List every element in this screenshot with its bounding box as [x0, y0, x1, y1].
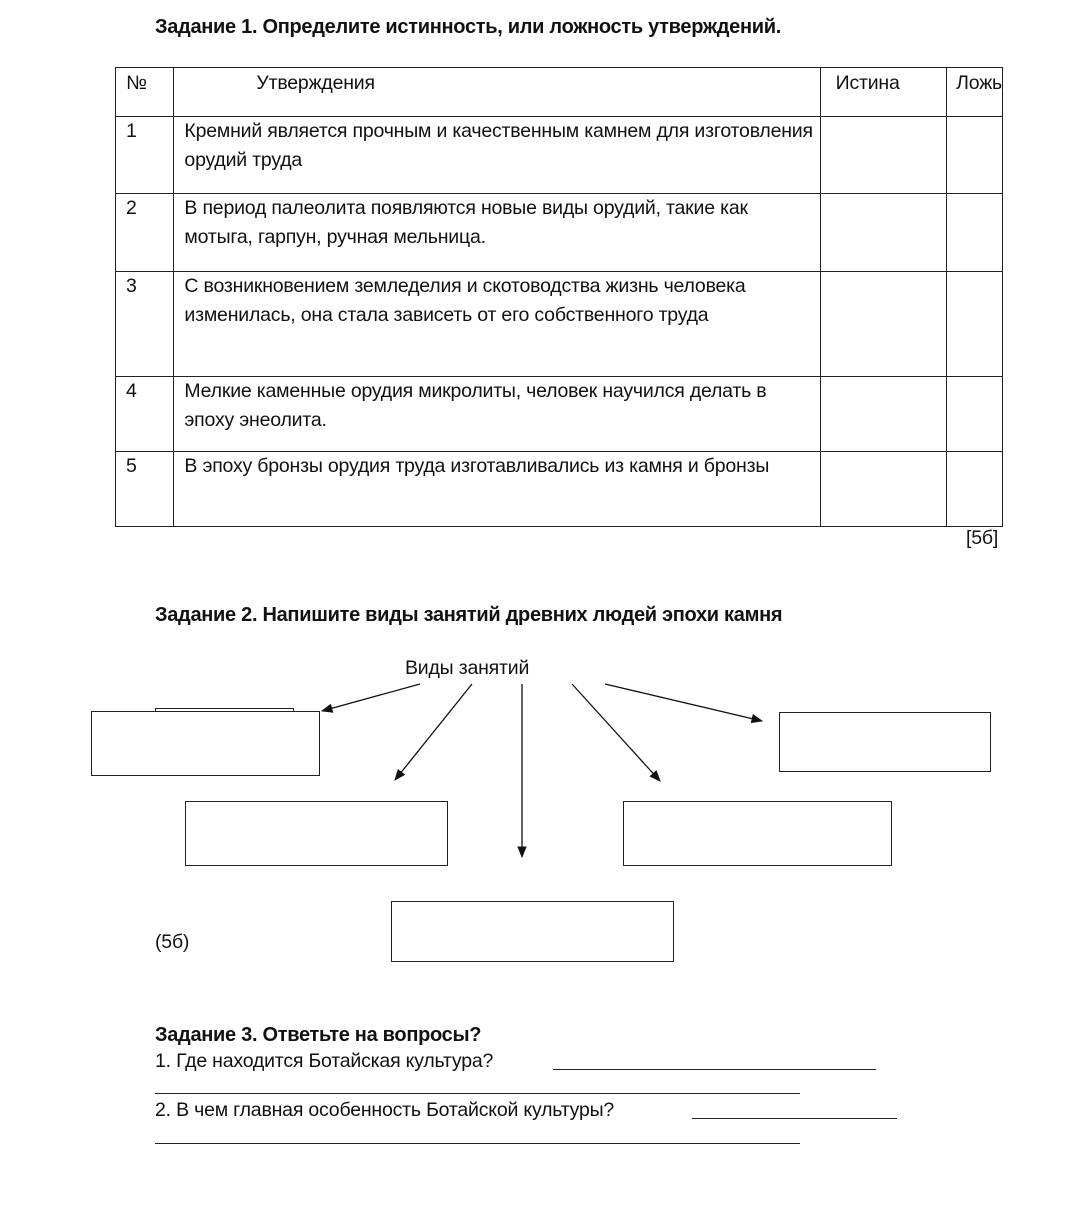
answer-box-5[interactable]	[391, 901, 674, 962]
answer-box-2[interactable]	[185, 801, 448, 866]
arrow-1	[322, 684, 420, 711]
header-num: №	[116, 68, 174, 117]
task1-score: [5б]	[966, 527, 999, 549]
answer-line-1[interactable]	[553, 1069, 876, 1070]
task2-title: Задание 2. Напишите виды занятий древних людей эпохи камня	[155, 604, 783, 626]
row-statement: В период палеолита появляются новые виды орудий, такие как мотыга, гарпун, ручная мельница.	[174, 194, 820, 272]
answer-box-1[interactable]	[91, 711, 320, 776]
answer-box-4[interactable]	[779, 712, 991, 772]
row-num: 3	[116, 272, 174, 377]
row-num: 5	[116, 452, 174, 527]
row-statement: В эпоху бронзы орудия труда изготавливались из камня и бронзы	[174, 452, 820, 527]
arrow-5	[605, 684, 762, 721]
header-statement: Утверждения	[174, 68, 820, 117]
task1-title: Задание 1. Определите истинность, или ложность утверждений.	[155, 16, 782, 38]
row-statement: Кремний является прочным и качественным камнем для изготовления орудий труда	[174, 117, 820, 194]
question-2: 2. В чем главная особенность Ботайской культуры?	[155, 1099, 615, 1121]
task2-score: (5б)	[155, 931, 190, 953]
answer-line-2[interactable]	[692, 1118, 897, 1119]
question-1: 1. Где находится Ботайская культура?	[155, 1050, 494, 1072]
row-num: 1	[116, 117, 174, 194]
header-false: Ложь	[947, 68, 1003, 117]
row-statement: Мелкие каменные орудия микролиты, человек научился делать в эпоху энеолита.	[174, 377, 820, 452]
diagram-center-label: Виды занятий	[405, 657, 530, 679]
row-num: 4	[116, 377, 174, 452]
answer-line-1b[interactable]	[155, 1093, 800, 1094]
answer-box-3[interactable]	[623, 801, 892, 866]
row-statement: С возникновением земледелия и скотоводства жизнь человека изменилась, она стала зависеть от его собственного труда	[174, 272, 820, 377]
header-true: Истина	[820, 68, 947, 117]
answer-line-2b[interactable]	[155, 1143, 800, 1144]
arrow-2	[395, 684, 472, 780]
task3-title: Задание 3. Ответьте на вопросы?	[155, 1024, 482, 1046]
row-num: 2	[116, 194, 174, 272]
arrow-4	[572, 684, 660, 781]
